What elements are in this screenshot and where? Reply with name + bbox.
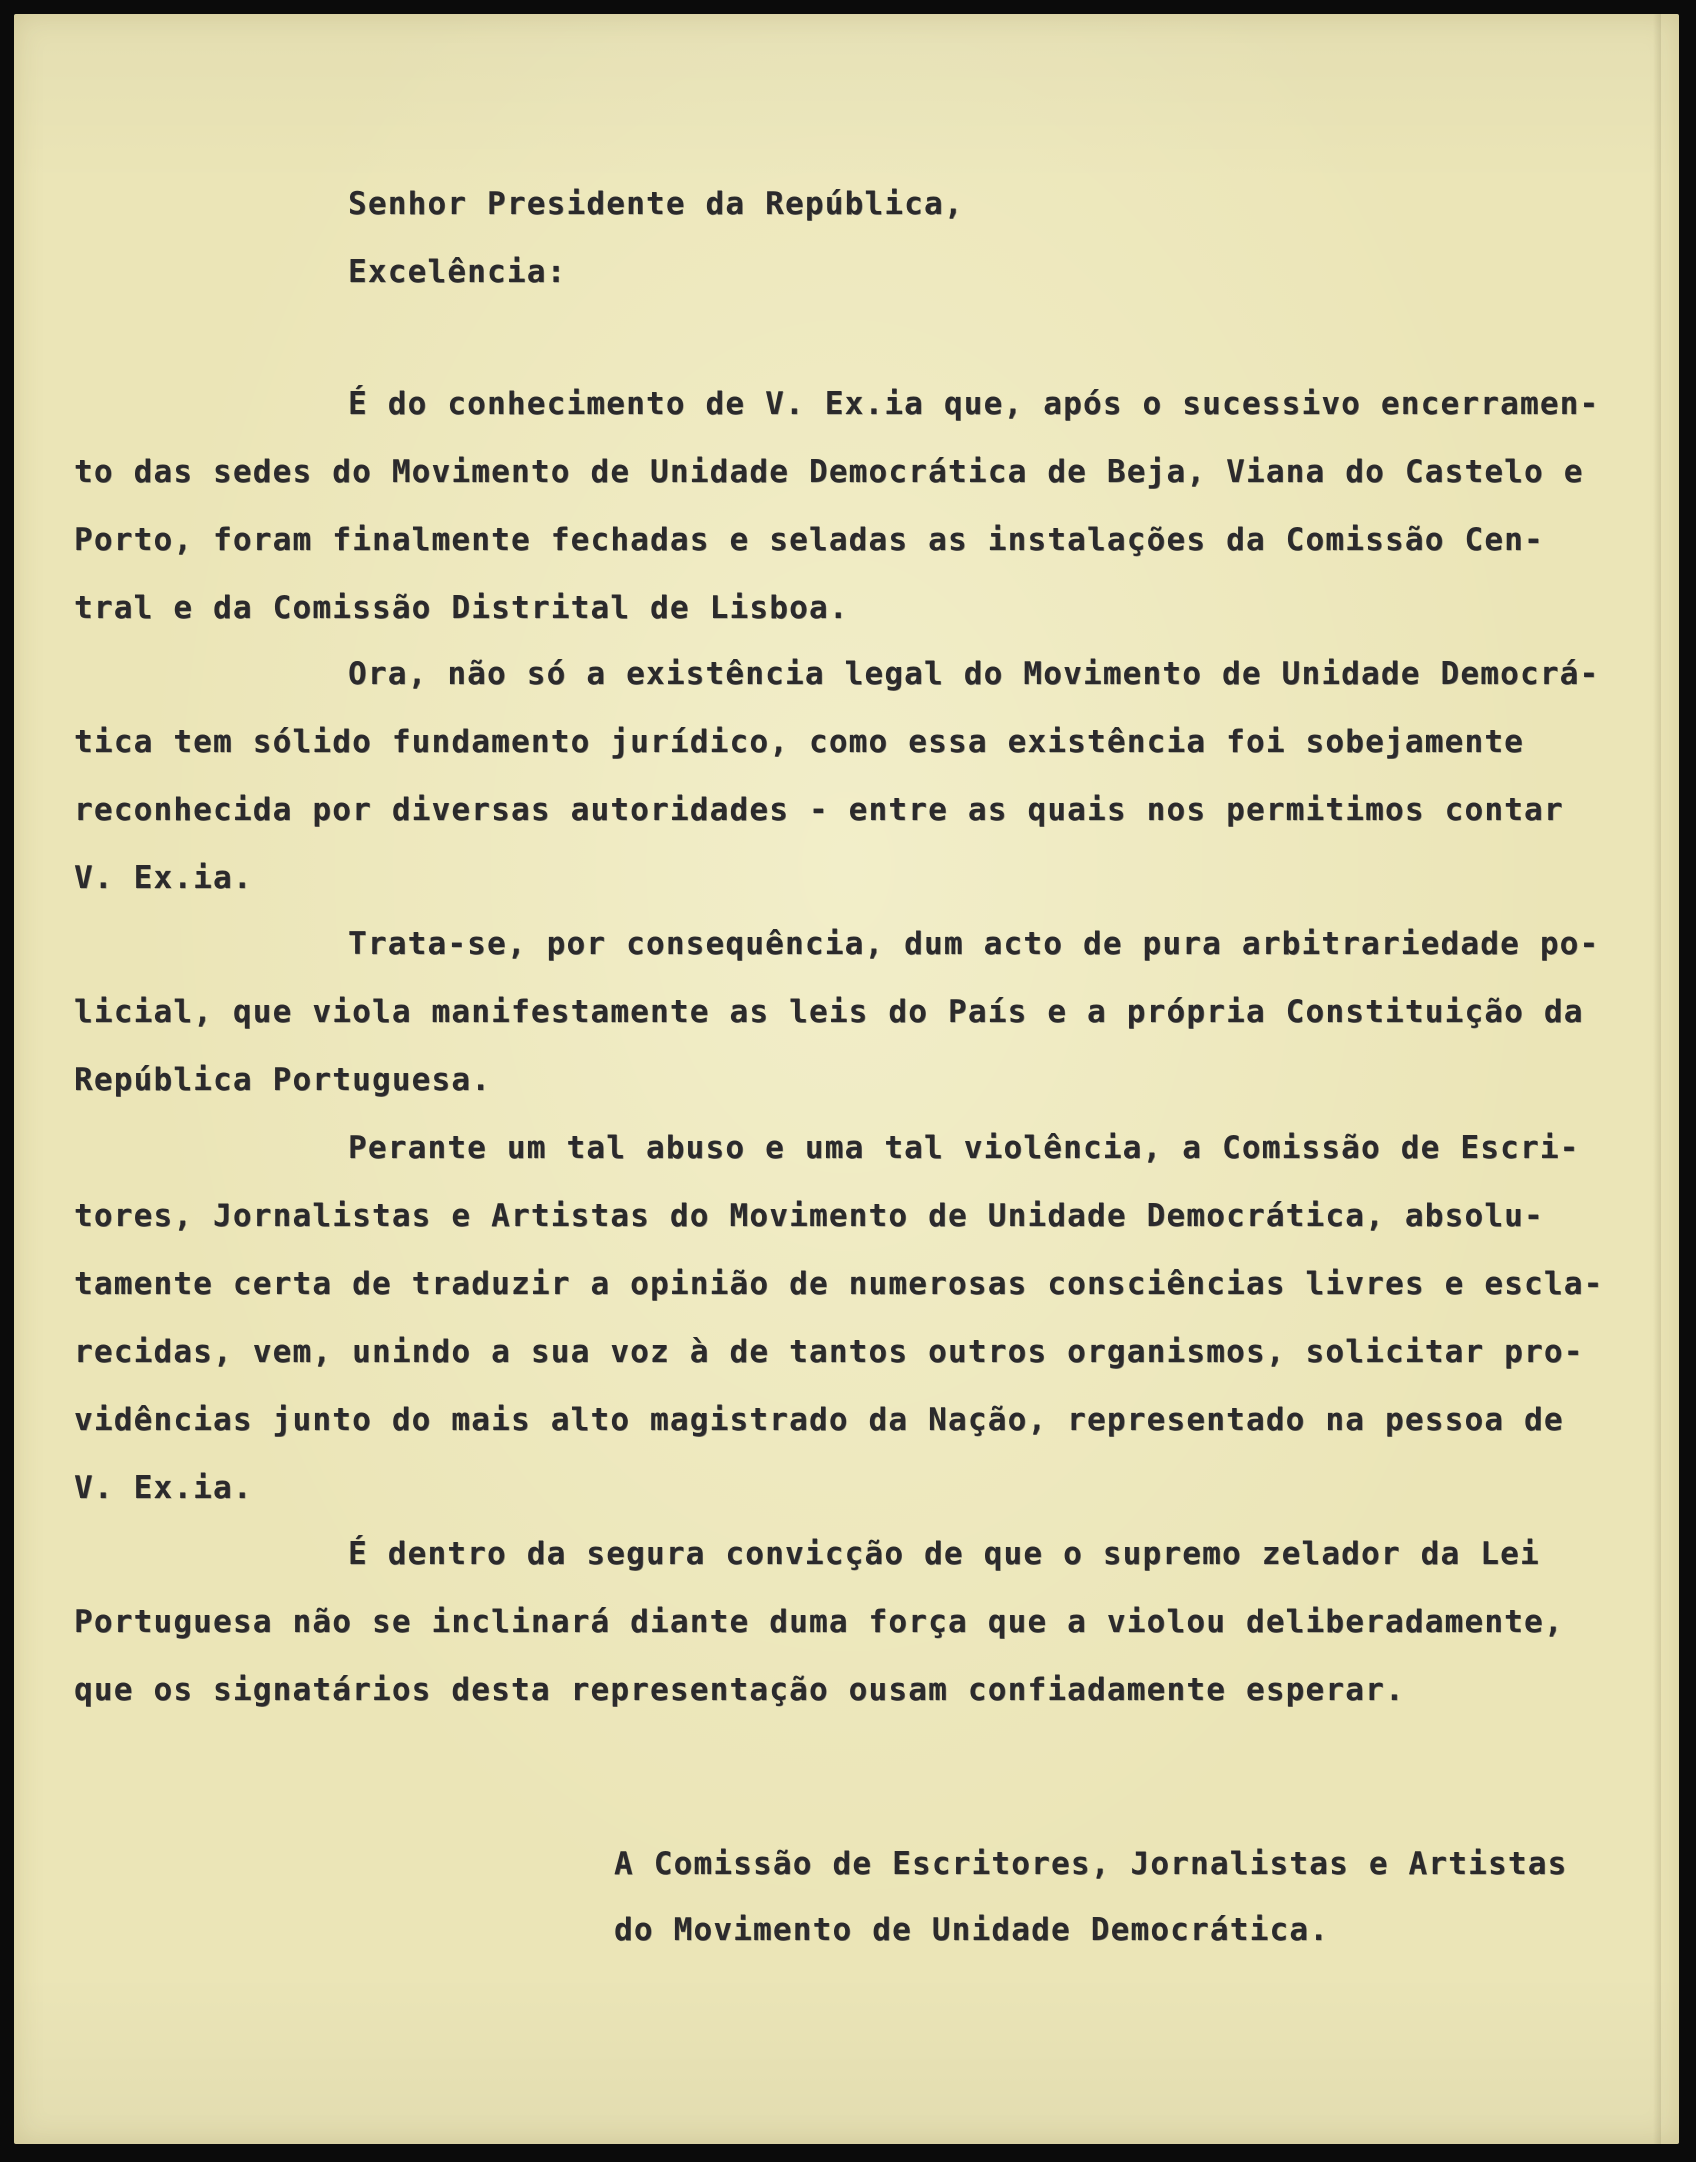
paragraph-line: reconhecida por diversas autoridades - entre as quais nos permitimos contar bbox=[74, 792, 1564, 828]
paragraph-line: V. Ex.ia. bbox=[74, 1470, 253, 1506]
paragraph-line: Porto, foram finalmente fechadas e seladas as instalações da Comissão Cen- bbox=[74, 522, 1544, 558]
paragraph-line: tica tem sólido fundamento jurídico, como essa existência foi sobejamente bbox=[74, 724, 1525, 760]
paragraph-line: licial, que viola manifestamente as leis do País e a própria Constituição da bbox=[74, 994, 1584, 1030]
signature-line: do Movimento de Unidade Democrática. bbox=[614, 1912, 1330, 1948]
salutation-line: Excelência: bbox=[348, 254, 567, 290]
paragraph-line: tamente certa de traduzir a opinião de numerosas consciências livres e escla- bbox=[74, 1266, 1604, 1302]
salutation-line: Senhor Presidente da República, bbox=[348, 186, 964, 222]
paragraph-line: to das sedes do Movimento de Unidade Democrática de Beja, Viana do Castelo e bbox=[74, 454, 1584, 490]
paragraph-line: que os signatários desta representação ousam confiadamente esperar. bbox=[74, 1672, 1405, 1708]
paragraph-line: Trata-se, por consequência, dum acto de pura arbitrariedade po- bbox=[348, 926, 1600, 962]
paragraph-line: República Portuguesa. bbox=[74, 1062, 492, 1098]
paragraph-line: Perante um tal abuso e uma tal violência, a Comissão de Escri- bbox=[348, 1130, 1580, 1166]
paragraph-line: tores, Jornalistas e Artistas do Movimento de Unidade Democrática, absolu- bbox=[74, 1198, 1544, 1234]
paragraph-line: recidas, vem, unindo a sua voz à de tantos outros organismos, solicitar pro- bbox=[74, 1334, 1584, 1370]
paragraph-line: É do conhecimento de V. Ex.ia que, após o sucessivo encerramen- bbox=[348, 386, 1600, 422]
paragraph-line: V. Ex.ia. bbox=[74, 860, 253, 896]
paragraph-line: É dentro da segura convicção de que o supremo zelador da Lei bbox=[348, 1536, 1540, 1572]
signature-line: A Comissão de Escritores, Jornalistas e Artistas bbox=[614, 1846, 1568, 1882]
paragraph-line: vidências junto do mais alto magistrado da Nação, representado na pessoa de bbox=[74, 1402, 1564, 1438]
letter-page bbox=[14, 14, 1679, 2144]
paragraph-line: Ora, não só a existência legal do Movimento de Unidade Democrá- bbox=[348, 656, 1600, 692]
paragraph-line: tral e da Comissão Distrital de Lisboa. bbox=[74, 590, 849, 626]
paragraph-line: Portuguesa não se inclinará diante duma força que a violou deliberadamente, bbox=[74, 1604, 1564, 1640]
page-edge-shadow bbox=[1653, 14, 1661, 2144]
